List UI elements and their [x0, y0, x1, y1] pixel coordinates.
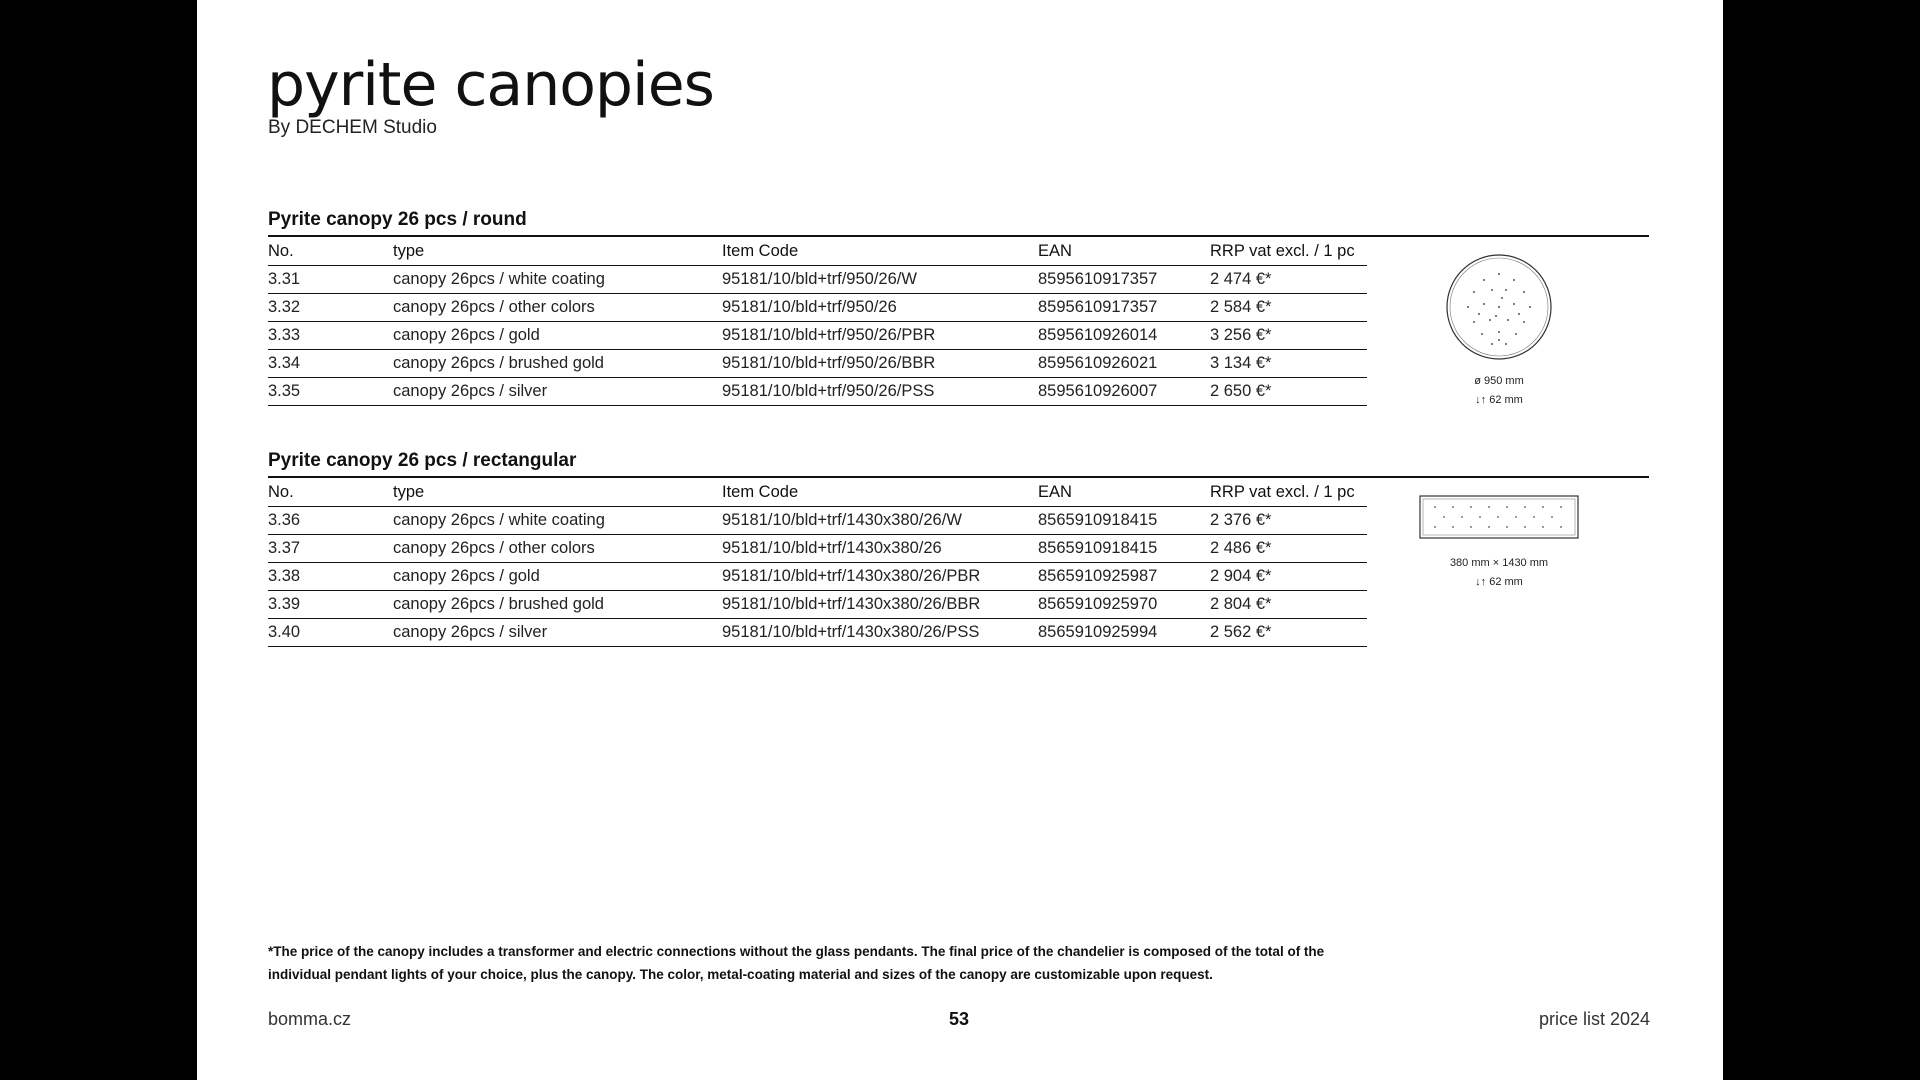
cell-rrp: 2 376 €* [1210, 507, 1367, 535]
cell-item-code: 95181/10/bld+trf/1430x380/26 [722, 535, 1038, 563]
cell-type: canopy 26pcs / white coating [393, 507, 722, 535]
cell-rrp: 2 562 €* [1210, 619, 1367, 647]
cell-rrp: 2 474 €* [1210, 266, 1367, 294]
cell-no: 3.39 [268, 591, 393, 619]
round-diameter-label: ø 950 mm [1474, 375, 1524, 387]
rect-dimensions-label: 380 mm × 1430 mm [1449, 557, 1549, 569]
cell-type: canopy 26pcs / silver [393, 378, 722, 406]
cell-ean: 8565910918415 [1038, 507, 1210, 535]
cell-rrp: 3 134 €* [1210, 350, 1367, 378]
cell-rrp: 2 904 €* [1210, 563, 1367, 591]
round-canopy-icon [1444, 252, 1554, 362]
footer-website: bomma.cz [268, 1009, 352, 1029]
cell-ean: 8565910925970 [1038, 591, 1210, 619]
cell-rrp: 2 804 €* [1210, 591, 1367, 619]
cell-ean: 8595610917357 [1038, 266, 1210, 294]
round-canopy-drawing [1434, 252, 1564, 410]
rect-height-label: ↓↑ 62 mm [1475, 576, 1523, 588]
col-header-item-code: Item Code [722, 237, 1038, 266]
table-row [268, 563, 1367, 591]
table-row [268, 266, 1367, 294]
table-row [268, 350, 1367, 378]
cell-item-code: 95181/10/bld+trf/950/26/BBR [722, 350, 1038, 378]
price-list-page [197, 0, 1723, 1080]
cell-no: 3.34 [268, 350, 393, 378]
cell-item-code: 95181/10/bld+trf/1430x380/26/PSS [722, 619, 1038, 647]
cell-ean: 8595610926021 [1038, 350, 1210, 378]
cell-rrp: 2 650 €* [1210, 378, 1367, 406]
cell-type: canopy 26pcs / gold [393, 563, 722, 591]
col-header-rrp: RRP vat excl. / 1 pc [1210, 237, 1367, 266]
table-row [268, 619, 1367, 647]
price-table-rectangular [268, 478, 1367, 647]
table-row [268, 591, 1367, 619]
cell-type: canopy 26pcs / other colors [393, 294, 722, 322]
price-table-round [268, 237, 1367, 406]
cell-ean: 8595610917357 [1038, 294, 1210, 322]
table-row [268, 507, 1367, 535]
section-title: Pyrite canopy 26 pcs / rectangular [268, 449, 1649, 478]
col-header-type: type [393, 237, 722, 266]
col-header-ean: EAN [1038, 478, 1210, 507]
cell-item-code: 95181/10/bld+trf/1430x380/26/PBR [722, 563, 1038, 591]
cell-type: canopy 26pcs / gold [393, 322, 722, 350]
table-header-row [268, 237, 1367, 266]
footer-label: price list 2024 [1538, 1009, 1650, 1029]
cell-no: 3.40 [268, 619, 393, 647]
cell-ean: 8595610926014 [1038, 322, 1210, 350]
cell-no: 3.31 [268, 266, 393, 294]
cell-no: 3.37 [268, 535, 393, 563]
col-header-item-code: Item Code [722, 478, 1038, 507]
table-row [268, 535, 1367, 563]
page-number: 53 [949, 1009, 970, 1029]
col-header-ean: EAN [1038, 237, 1210, 266]
price-footnote: *The price of the canopy includes a transformer and electric connections without the glass pendants. The final price of the chandelier is composed of the total of the individual pendant lights of your choice, plus the canopy. The color, metal-coating material and sizes of the canopy are customizable upon request. [268, 944, 1325, 982]
cell-ean: 8565910925994 [1038, 619, 1210, 647]
cell-type: canopy 26pcs / silver [393, 619, 722, 647]
cell-rrp: 2 584 €* [1210, 294, 1367, 322]
cell-rrp: 3 256 €* [1210, 322, 1367, 350]
rectangular-canopy-icon [1419, 495, 1579, 539]
cell-type: canopy 26pcs / brushed gold [393, 350, 722, 378]
cell-no: 3.33 [268, 322, 393, 350]
table-header-row [268, 478, 1367, 507]
cell-item-code: 95181/10/bld+trf/1430x380/26/BBR [722, 591, 1038, 619]
cell-rrp: 2 486 €* [1210, 535, 1367, 563]
table-row [268, 294, 1367, 322]
page-subtitle: By DECHEM Studio [268, 117, 437, 138]
cell-item-code: 95181/10/bld+trf/1430x380/26/W [722, 507, 1038, 535]
cell-ean: 8595610926007 [1038, 378, 1210, 406]
cell-no: 3.36 [268, 507, 393, 535]
page-title: pyrite canopies [267, 50, 714, 120]
cell-no: 3.35 [268, 378, 393, 406]
table-row [268, 378, 1367, 406]
col-header-no: No. [268, 237, 393, 266]
round-height-label: ↓↑ 62 mm [1475, 394, 1523, 406]
cell-item-code: 95181/10/bld+trf/950/26/PBR [722, 322, 1038, 350]
cell-type: canopy 26pcs / other colors [393, 535, 722, 563]
col-header-no: No. [268, 478, 393, 507]
cell-type: canopy 26pcs / white coating [393, 266, 722, 294]
cell-item-code: 95181/10/bld+trf/950/26/PSS [722, 378, 1038, 406]
cell-type: canopy 26pcs / brushed gold [393, 591, 722, 619]
table-row [268, 322, 1367, 350]
col-header-type: type [393, 478, 722, 507]
col-header-rrp: RRP vat excl. / 1 pc [1210, 478, 1367, 507]
cell-no: 3.38 [268, 563, 393, 591]
cell-ean: 8565910925987 [1038, 563, 1210, 591]
section-title: Pyrite canopy 26 pcs / round [268, 208, 1649, 237]
cell-no: 3.32 [268, 294, 393, 322]
cell-item-code: 95181/10/bld+trf/950/26 [722, 294, 1038, 322]
rectangular-canopy-drawing [1419, 495, 1579, 592]
cell-item-code: 95181/10/bld+trf/950/26/W [722, 266, 1038, 294]
cell-ean: 8565910918415 [1038, 535, 1210, 563]
